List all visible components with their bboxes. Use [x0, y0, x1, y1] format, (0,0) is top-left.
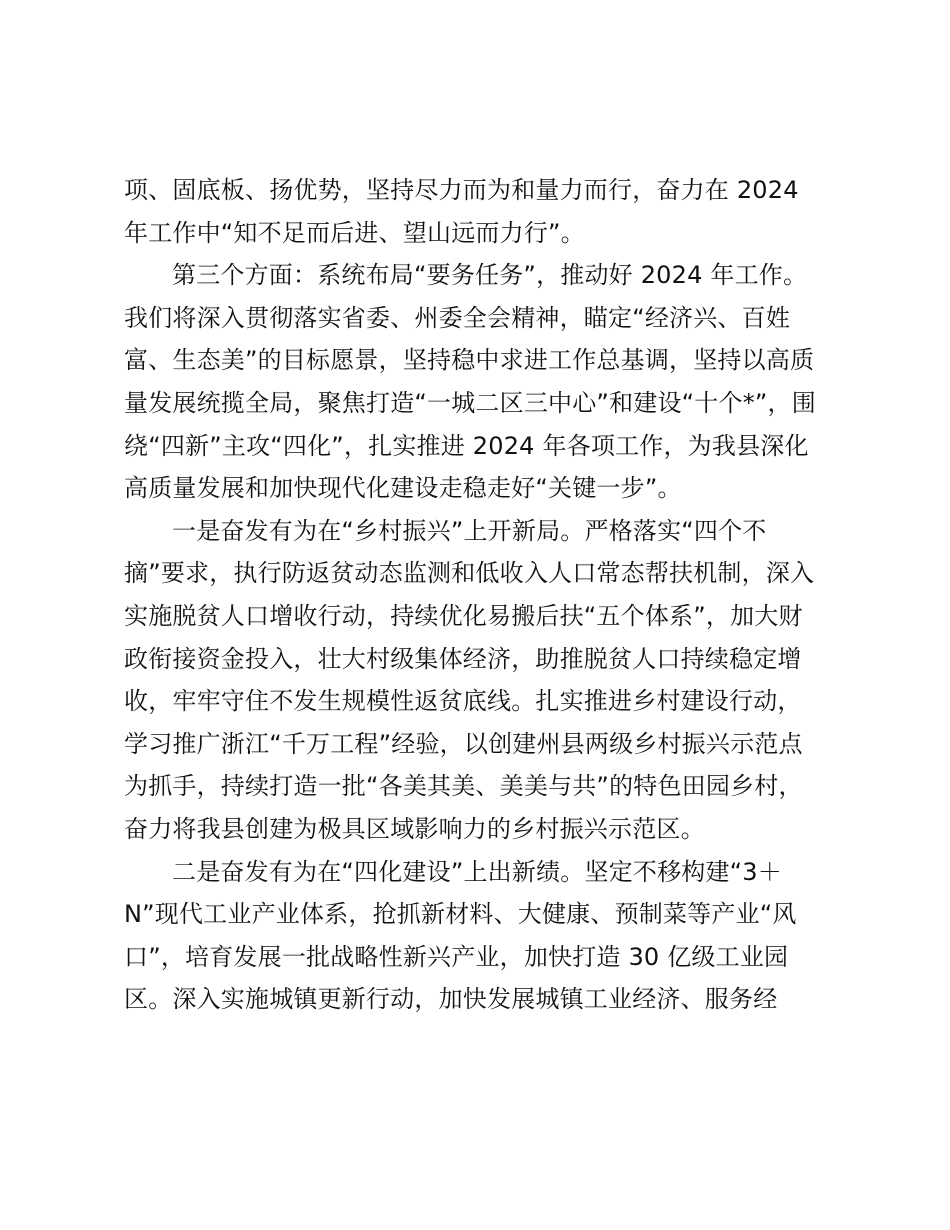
text-line: 我们将深入贯彻落实省委、州委全会精神，瞄定“经济兴、百姓: [124, 303, 791, 332]
text-line: 区。深入实施城镇更新行动，加快发展城镇工业经济、服务经: [124, 985, 778, 1014]
text-line: 量发展统揽全局，聚焦打造“一城二区三中心”和建设“十个*”，围: [124, 388, 816, 417]
text-line: 年工作中“知不足而后进、望山远而力行”。: [124, 218, 585, 247]
text-line: 富、生态美”的目标愿景，坚持稳中求进工作总基调，坚持以高质: [124, 346, 815, 375]
text-line: 摘”要求，执行防返贫动态监测和低收入人口常态帮扶机制，深入: [124, 559, 815, 588]
text-line: 奋力将我县创建为极具区域影响力的乡村振兴示范区。: [124, 814, 705, 843]
text-line: 项、固底板、扬优势，坚持尽力而为和量力而行，奋力在 2024: [124, 176, 799, 204]
text-line: 政衔接资金投入，壮大村级集体经济，助推脱贫人口持续稳定增: [124, 644, 802, 673]
text-line: 学习推广浙江“千万工程”经验，以创建州县两级乡村振兴示范点: [124, 729, 803, 758]
paragraph-heading-line: 第三个方面：系统布局“要务任务”，推动好 2024 年工作。: [172, 261, 808, 290]
text-line: N”现代工业产业体系，抢抓新材料、大健康、预制菜等产业“风: [124, 900, 797, 929]
text-line: 高质量发展和加快现代化建设走稳走好“关键一步”。: [124, 474, 682, 503]
document-body: [124, 169, 836, 1021]
text-line: 绕“四新”主攻“四化”，扎实推进 2024 年各项工作，为我县深化: [124, 431, 809, 460]
text-line: 口”，培育发展一批战略性新兴产业，加快打造 30 亿级工业园: [124, 942, 789, 971]
text-line: 收，牢牢守住不发生规模性返贫底线。扎实推进乡村建设行动，: [124, 687, 802, 716]
text-line: 为抓手，持续打造一批“各美其美、美美与共”的特色田园乡村，: [124, 772, 803, 801]
text-line: 实施脱贫人口增收行动，持续优化易搬后扶“五个体系”，加大财: [124, 601, 803, 630]
paragraph-heading-line: 二是奋发有为在“四化建设”上出新绩。坚定不移构建“3＋: [172, 857, 782, 886]
paragraph-heading-line: 一是奋发有为在“乡村振兴”上开新局。严格落实“四个不: [172, 516, 767, 545]
